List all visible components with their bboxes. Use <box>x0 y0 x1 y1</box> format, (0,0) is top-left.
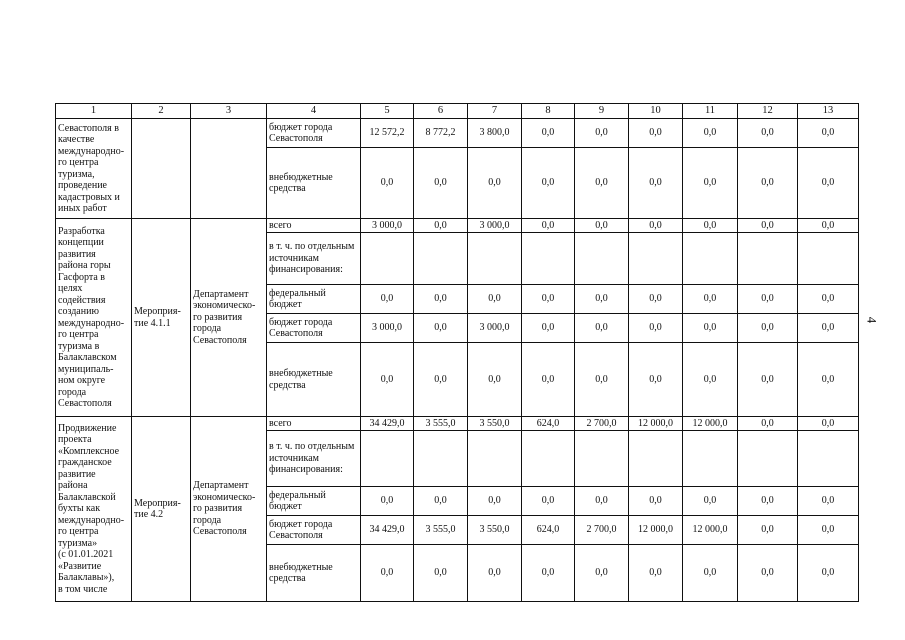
amount-cell: 0,0 <box>468 285 522 314</box>
amount-cell <box>683 431 738 487</box>
amount-cell: 0,0 <box>522 119 575 148</box>
header-cell: 7 <box>468 104 522 119</box>
amount-cell <box>468 233 522 285</box>
amount-cell: 0,0 <box>575 119 629 148</box>
amount-cell: 0,0 <box>629 285 683 314</box>
header-cell: 4 <box>267 104 361 119</box>
amount-cell: 0,0 <box>575 219 629 233</box>
amount-cell: 0,0 <box>575 545 629 602</box>
header-cell: 3 <box>191 104 267 119</box>
amount-cell: 0,0 <box>575 343 629 417</box>
funding-source-text: внебюджетные средства <box>269 561 333 584</box>
funding-source-text: всего <box>269 417 292 429</box>
funding-source-text: бюджет города Севастополя <box>269 316 333 339</box>
table-row <box>56 219 859 233</box>
amount-cell: 0,0 <box>522 314 575 343</box>
funding-source-text: внебюджетные средства <box>269 368 333 391</box>
amount-cell: 0,0 <box>798 516 859 545</box>
amount-cell: 0,0 <box>522 545 575 602</box>
amount-cell <box>468 431 522 487</box>
amount-cell: 0,0 <box>683 148 738 219</box>
department-cell <box>191 417 267 602</box>
amount-cell: 0,0 <box>629 545 683 602</box>
amount-cell: 0,0 <box>468 343 522 417</box>
funding-source-cell <box>267 487 361 516</box>
amount-cell: 0,0 <box>629 219 683 233</box>
amount-cell: 0,0 <box>629 119 683 148</box>
description-cell-text: Продвижение проекта «Комплексное гражданское развитие района Балаклавской бухты как международно- го центра туризма» (с 01.01.2021 «Развитие Балаклавы»), в том числе <box>58 422 125 595</box>
funding-source-text: в т. ч. по отдельным источникам финансирования: <box>269 241 355 276</box>
event-cell <box>132 417 191 602</box>
amount-cell: 12 572,2 <box>361 119 414 148</box>
amount-cell <box>414 233 468 285</box>
amount-cell: 0,0 <box>522 343 575 417</box>
header-cell: 11 <box>683 104 738 119</box>
amount-cell: 624,0 <box>522 417 575 431</box>
amount-cell: 3 000,0 <box>361 314 414 343</box>
amount-cell: 34 429,0 <box>361 417 414 431</box>
amount-cell <box>361 431 414 487</box>
amount-cell: 0,0 <box>798 119 859 148</box>
amount-cell: 12 000,0 <box>629 516 683 545</box>
header-cell: 8 <box>522 104 575 119</box>
amount-cell: 0,0 <box>798 219 859 233</box>
header-cell: 5 <box>361 104 414 119</box>
amount-cell <box>575 431 629 487</box>
amount-cell: 0,0 <box>798 148 859 219</box>
amount-cell: 3 550,0 <box>468 516 522 545</box>
amount-cell: 0,0 <box>683 487 738 516</box>
amount-cell: 0,0 <box>683 119 738 148</box>
amount-cell: 0,0 <box>414 545 468 602</box>
amount-cell: 0,0 <box>683 285 738 314</box>
funding-source-cell <box>267 119 361 148</box>
funding-source-text: бюджет города Севастополя <box>269 121 333 144</box>
amount-cell: 0,0 <box>738 343 798 417</box>
budget-table <box>55 103 859 602</box>
amount-cell: 0,0 <box>683 314 738 343</box>
amount-cell: 3 800,0 <box>468 119 522 148</box>
amount-cell: 12 000,0 <box>683 516 738 545</box>
funding-source-cell <box>267 516 361 545</box>
amount-cell: 12 000,0 <box>683 417 738 431</box>
amount-cell <box>414 431 468 487</box>
amount-cell <box>522 233 575 285</box>
amount-cell: 0,0 <box>738 219 798 233</box>
amount-cell: 3 550,0 <box>468 417 522 431</box>
amount-cell: 0,0 <box>575 487 629 516</box>
event-cell-text: Мероприя- тие 4.2 <box>134 497 181 520</box>
amount-cell: 0,0 <box>629 487 683 516</box>
amount-cell: 0,0 <box>738 119 798 148</box>
amount-cell <box>575 233 629 285</box>
amount-cell: 0,0 <box>522 148 575 219</box>
amount-cell: 0,0 <box>798 285 859 314</box>
department-cell <box>191 119 267 219</box>
header-row <box>56 104 859 119</box>
event-cell <box>132 119 191 219</box>
amount-cell <box>629 233 683 285</box>
amount-cell: 0,0 <box>683 545 738 602</box>
amount-cell: 0,0 <box>414 148 468 219</box>
description-cell-text: Разработка концепции развития района горы Гасфорта в целях содействия созданию международно- го центра туризма в Балаклавском муниципаль- ном округе города Севастополя <box>58 225 125 409</box>
amount-cell: 0,0 <box>361 148 414 219</box>
amount-cell: 0,0 <box>468 148 522 219</box>
amount-cell: 0,0 <box>522 487 575 516</box>
funding-source-text: федеральный бюджет <box>269 489 326 512</box>
amount-cell: 0,0 <box>798 417 859 431</box>
header-cell: 2 <box>132 104 191 119</box>
amount-cell: 0,0 <box>361 285 414 314</box>
funding-source-text: внебюджетные средства <box>269 171 333 194</box>
amount-cell <box>361 233 414 285</box>
amount-cell: 0,0 <box>798 487 859 516</box>
department-cell-text: Департамент экономическо- го развития города Севастополя <box>193 288 256 346</box>
amount-cell: 0,0 <box>738 417 798 431</box>
amount-cell: 0,0 <box>361 343 414 417</box>
amount-cell: 0,0 <box>575 314 629 343</box>
amount-cell: 0,0 <box>738 516 798 545</box>
amount-cell: 0,0 <box>629 343 683 417</box>
funding-source-cell <box>267 233 361 285</box>
funding-source-cell <box>267 285 361 314</box>
amount-cell <box>738 431 798 487</box>
description-cell-text: Севастополя в качестве международно- го центра туризма, проведение кадастровых и иных работ <box>58 122 125 214</box>
amount-cell: 3 000,0 <box>468 314 522 343</box>
amount-cell: 0,0 <box>575 285 629 314</box>
amount-cell: 0,0 <box>414 343 468 417</box>
amount-cell: 0,0 <box>361 487 414 516</box>
amount-cell: 0,0 <box>683 343 738 417</box>
funding-source-cell <box>267 148 361 219</box>
amount-cell: 0,0 <box>798 314 859 343</box>
amount-cell: 0,0 <box>361 545 414 602</box>
amount-cell: 0,0 <box>738 314 798 343</box>
amount-cell: 2 700,0 <box>575 417 629 431</box>
funding-source-cell <box>267 343 361 417</box>
amount-cell: 0,0 <box>738 148 798 219</box>
amount-cell: 0,0 <box>738 487 798 516</box>
amount-cell <box>522 431 575 487</box>
funding-source-text: в т. ч. по отдельным источникам финансирования: <box>269 441 355 476</box>
description-cell <box>56 417 132 602</box>
description-cell <box>56 119 132 219</box>
amount-cell: 12 000,0 <box>629 417 683 431</box>
amount-cell: 624,0 <box>522 516 575 545</box>
amount-cell: 0,0 <box>798 343 859 417</box>
header-cell: 12 <box>738 104 798 119</box>
page-number: 4 <box>864 316 880 324</box>
amount-cell <box>683 233 738 285</box>
amount-cell: 0,0 <box>414 285 468 314</box>
amount-cell: 3 555,0 <box>414 516 468 545</box>
department-cell-text: Департамент экономическо- го развития города Севастополя <box>193 480 256 538</box>
amount-cell: 0,0 <box>468 545 522 602</box>
funding-source-cell <box>267 417 361 431</box>
amount-cell: 0,0 <box>629 148 683 219</box>
event-cell <box>132 219 191 417</box>
amount-cell: 0,0 <box>738 285 798 314</box>
funding-source-text: бюджет города Севастополя <box>269 518 333 541</box>
header-cell: 1 <box>56 104 132 119</box>
amount-cell <box>738 233 798 285</box>
amount-cell: 3 000,0 <box>468 219 522 233</box>
amount-cell <box>798 431 859 487</box>
amount-cell: 2 700,0 <box>575 516 629 545</box>
table-row <box>56 417 859 431</box>
amount-cell: 0,0 <box>738 545 798 602</box>
department-cell <box>191 219 267 417</box>
header-cell: 6 <box>414 104 468 119</box>
amount-cell: 0,0 <box>468 487 522 516</box>
header-cell: 9 <box>575 104 629 119</box>
amount-cell: 0,0 <box>629 314 683 343</box>
header-cell: 13 <box>798 104 859 119</box>
amount-cell: 0,0 <box>414 487 468 516</box>
amount-cell <box>629 431 683 487</box>
funding-source-text: федеральный бюджет <box>269 287 326 310</box>
description-cell <box>56 219 132 417</box>
funding-source-text: всего <box>269 219 292 231</box>
header-cell: 10 <box>629 104 683 119</box>
amount-cell: 0,0 <box>798 545 859 602</box>
amount-cell: 0,0 <box>414 219 468 233</box>
amount-cell <box>798 233 859 285</box>
amount-cell: 3 000,0 <box>361 219 414 233</box>
table-row <box>56 119 859 148</box>
funding-source-cell <box>267 545 361 602</box>
funding-source-cell <box>267 431 361 487</box>
amount-cell: 0,0 <box>522 219 575 233</box>
amount-cell: 34 429,0 <box>361 516 414 545</box>
amount-cell: 0,0 <box>522 285 575 314</box>
amount-cell: 0,0 <box>414 314 468 343</box>
amount-cell: 8 772,2 <box>414 119 468 148</box>
funding-source-cell <box>267 219 361 233</box>
event-cell-text: Мероприя- тие 4.1.1 <box>134 306 181 329</box>
amount-cell: 0,0 <box>575 148 629 219</box>
funding-source-cell <box>267 314 361 343</box>
amount-cell: 3 555,0 <box>414 417 468 431</box>
amount-cell: 0,0 <box>683 219 738 233</box>
